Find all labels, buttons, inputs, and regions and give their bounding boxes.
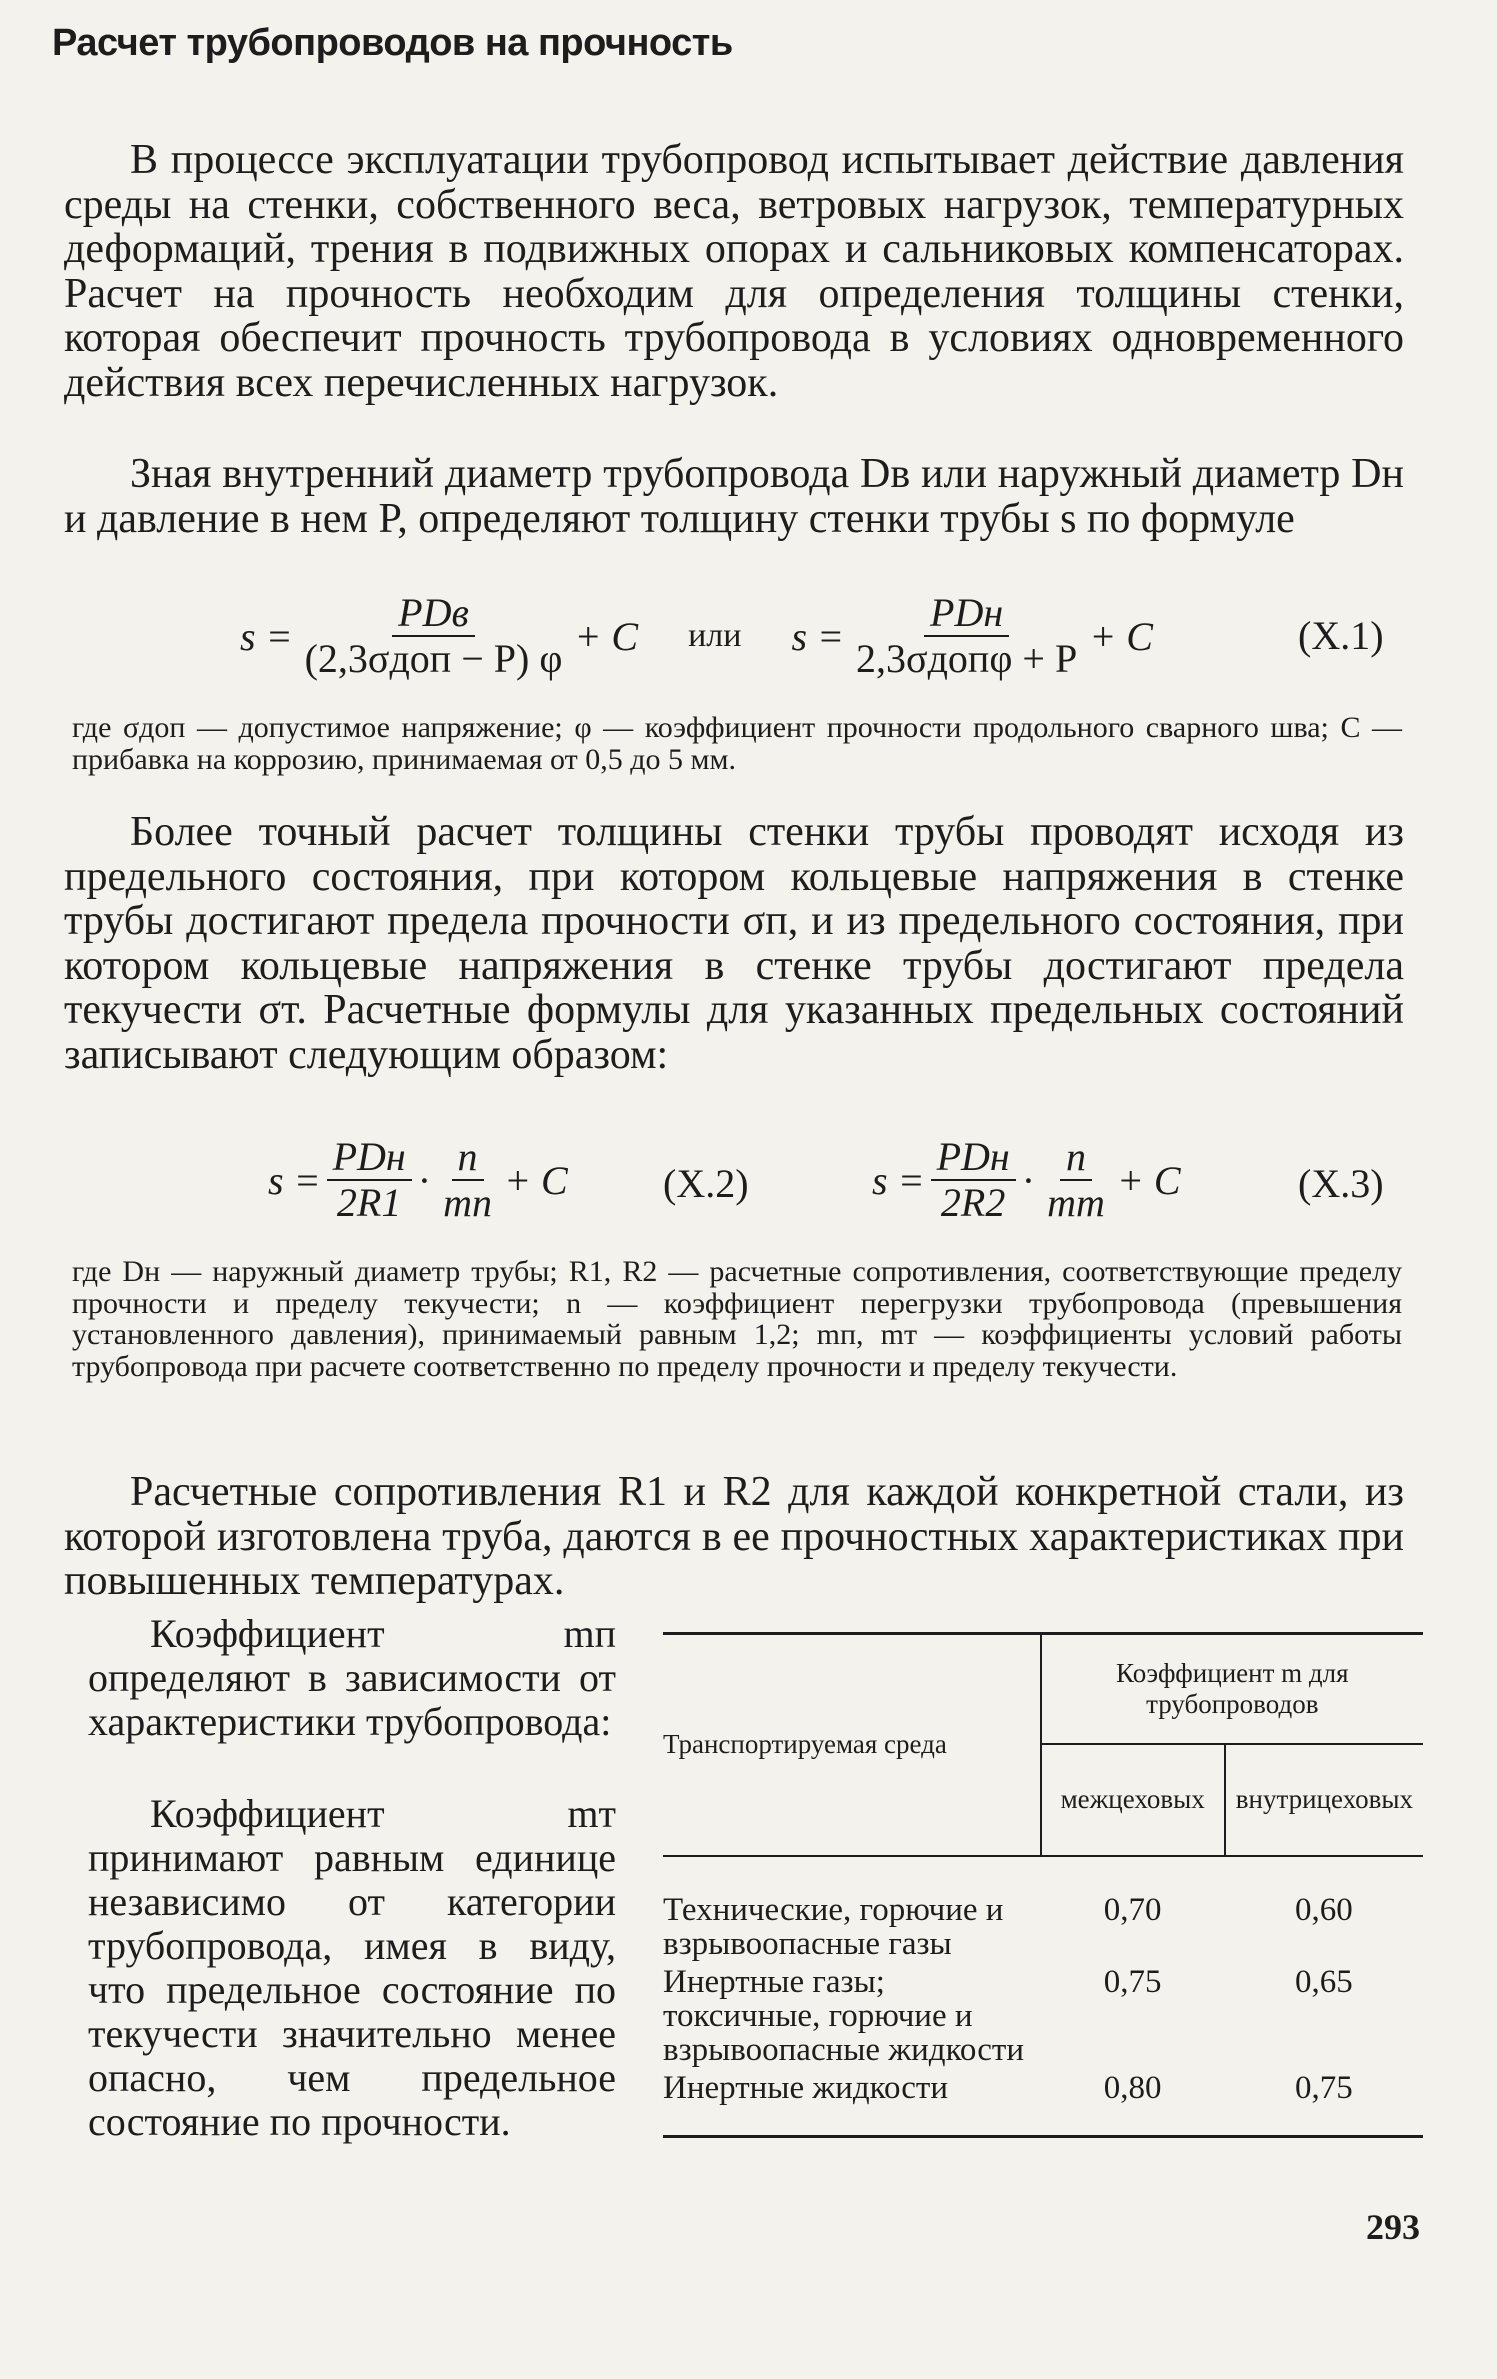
formula-x1-lhs: s = <box>240 613 293 659</box>
formula-x2-fraction-2 <box>437 1134 498 1225</box>
table-header-group: Коэффициент m для трубопроводов <box>1041 1634 1423 1744</box>
note-x2-x3: где Dн — наружный диаметр трубы; R1, R2 — расчетные сопротивления, соответствующие пределу прочности и пределу текучести; n — коэффициент перегрузки трубопровода (превышения установленного давления), принимаемый равным 1,2; mп, mт — коэффициенты условий работы трубопровода при расчете соответственно по пределу прочности и пределу текучести. <box>72 1255 1402 1383</box>
page-number: 293 <box>1366 2207 1420 2247</box>
formula-x3-plus: + C <box>1116 1157 1181 1203</box>
table-cell-b: 0,75 <box>1225 2067 1423 2137</box>
table-cell-env: Технические, горючие и взрывоопасные газы <box>663 1856 1041 1961</box>
coefficient-table <box>663 1632 1423 2138</box>
paragraph-resistances: Расчетные сопротивления R1 и R2 для каждой конкретной стали, из которой изготовлена труба, даются в ее прочностных характеристиках при повышенных температурах. <box>64 1469 1404 1604</box>
formula-x2: s = $\frac{\text{PDн}}{2R1}$ · $\frac{n}{mп}$ + C <box>268 1134 568 1225</box>
formula-x1 <box>240 590 1153 681</box>
table-row <box>663 2067 1423 2137</box>
table-cell-a: 0,80 <box>1041 2067 1225 2137</box>
table-cell-a: 0,75 <box>1103 1963 1162 2000</box>
table-row <box>663 1961 1423 2067</box>
paragraph-limit-states: Более точный расчет толщины стенки трубы проводят исходя из предельного состояния, при котором кольцевые напряжения в стенке трубы достигают предела прочности σп, и из предельного состояния, при котором кольцевые напряжения в стенке трубы достигают предела текучести σт. Расчетные формулы для указанных предельных состояний записывают следующим образом: <box>64 809 1404 1078</box>
formula-x2-num-2: n <box>452 1137 484 1181</box>
formula-x1-fraction-b <box>850 590 1083 681</box>
table-cell-env: Инертные жидкости <box>663 2067 1041 2137</box>
formula-x2-plus: + C <box>503 1157 568 1203</box>
formula-x1-den-b: 2,3σдопφ + P <box>856 636 1078 681</box>
formula-x1-or: или <box>688 617 742 654</box>
table-cell-b: 0,65 <box>1295 1963 1353 2000</box>
formula-x3-lhs: s = <box>872 1157 925 1203</box>
formula-x3-label: (X.3) <box>1298 1161 1384 1206</box>
formula-x1-fraction-a <box>299 590 569 681</box>
paragraph-loads: В процессе эксплуатации трубопровод испытывает действие давления среды на стенки, собственного веса, ветровых нагрузок, температурных деформаций, трения в подвижных опорах и сальниковых компенсаторах. Расчет на прочность необходим для определения толщины стенки, которая обеспечит прочность трубопровода в условиях одновременного действия всех перечисленных нагрузок. <box>64 137 1404 406</box>
formula-x3-fraction-1 <box>931 1134 1016 1225</box>
table-header-env: Транспортируемая среда <box>663 1634 1041 1856</box>
table-cell-env: Инертные газы; токсичные, горючие и взрывоопасные жидкости <box>663 1963 1024 2068</box>
formula-x3-num-1: PDн <box>931 1137 1016 1181</box>
formula-x3: s = $\frac{\text{PDн}}{2R2}$ · $\frac{n}{mт}$ + C <box>872 1134 1181 1225</box>
formula-x2-label: (X.2) <box>663 1161 749 1206</box>
section-heading: Расчет трубопроводов на прочность <box>52 22 733 64</box>
formula-x1-plus-a: + C <box>574 613 639 659</box>
table-cell-a: 0,70 <box>1041 1856 1225 1961</box>
side-text-mp: Коэффициент mп определяют в зависимости от характеристики трубопровода: <box>88 1611 616 1744</box>
side-text-mt: Коэффициент mт принимают равным единице независимо от категории трубопровода, имея в виду, что предельное состояние по текучести значительно менее опасно, чем предельное состояние по прочности. <box>88 1791 616 2144</box>
table-header-col-b: внутрицеховых <box>1225 1744 1423 1856</box>
formula-x1-den-a: (2,3σдоп − P) φ <box>304 636 563 681</box>
formula-x1-plus-b: + C <box>1089 613 1153 659</box>
formula-x1-label: (X.1) <box>1298 613 1384 658</box>
formula-x3-fraction-2 <box>1041 1134 1111 1225</box>
table-row <box>663 1856 1423 1961</box>
formula-x1-lhs-b: s = <box>791 613 845 659</box>
paragraph-wall-thickness: Зная внутренний диаметр трубопровода Dв или наружный диаметр Dн и давление в нем P, определяют толщину стенки трубы s по формуле <box>64 451 1404 542</box>
formula-x2-fraction-1 <box>327 1134 412 1225</box>
formula-x2-num-1: PDн <box>327 1137 412 1181</box>
table-header-col-a: межцеховых <box>1041 1744 1225 1856</box>
formula-x1-num-a: PDв <box>392 593 475 637</box>
formula-x3-den-2: mт <box>1047 1180 1105 1225</box>
formula-x2-den-2: mп <box>443 1180 492 1225</box>
formula-x3-den-1: 2R2 <box>940 1180 1006 1225</box>
formula-x1-num-b: PDн <box>924 593 1009 637</box>
table-cell-b: 0,60 <box>1225 1856 1423 1961</box>
formula-x2-lhs: s = <box>268 1157 321 1203</box>
formula-x3-num-2: n <box>1060 1137 1092 1181</box>
note-x1: где σдоп — допустимое напряжение; φ — коэффициент прочности продольного сварного шва; C — прибавка на коррозию, принимаемая от 0,5 до 5 мм. <box>72 711 1402 776</box>
formula-x2-den-1: 2R1 <box>336 1180 402 1225</box>
